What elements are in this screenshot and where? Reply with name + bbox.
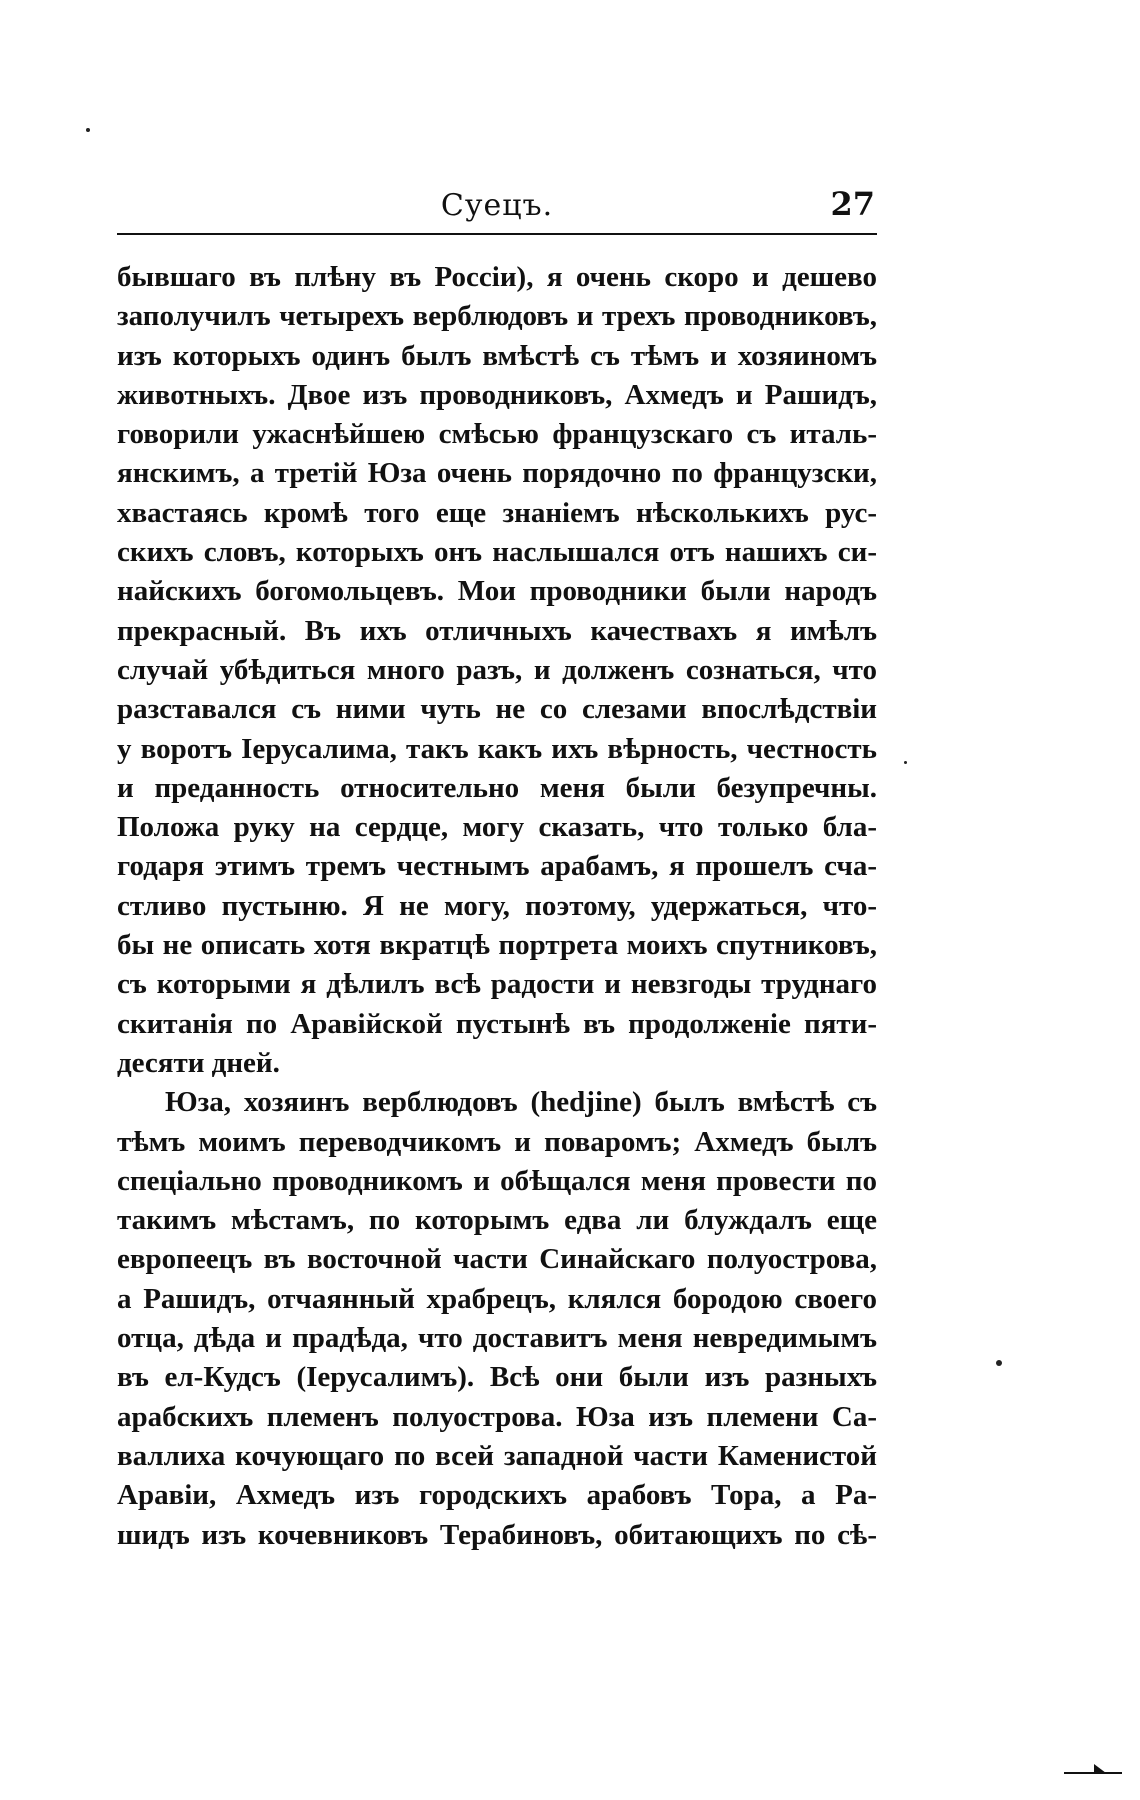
text-line: съ которыми я дѣлилъ всѣ радости и невзгоды труднаго — [117, 968, 877, 1001]
text-line: въ ел-Кудсъ (Іерусалимъ). Всѣ они были изъ разныхъ — [117, 1361, 877, 1394]
text-line: Положа руку на сердце, могу сказать, что только бла- — [117, 811, 877, 844]
text-line: тѣмъ моимъ переводчикомъ и поваромъ; Ахмедъ былъ — [117, 1125, 877, 1158]
paragraph-1 — [117, 258, 877, 1083]
text-line: янскимъ, а третій Юза очень порядочно по французски, — [117, 457, 877, 490]
text-line: Юза, хозяинъ верблюдовъ (hedjine) былъ вмѣстѣ съ — [165, 1086, 877, 1119]
text-line: такимъ мѣстамъ, по которымъ едва ли блуждалъ еще — [117, 1204, 877, 1237]
page-number: 27 — [830, 185, 875, 223]
text-line: бы не описать хотя вкратцѣ портрета моихъ спутниковъ, — [117, 929, 877, 962]
text-line: и преданность относительно меня были безупречны. — [117, 771, 877, 804]
text-line: говорили ужаснѣйшею смѣсью французскаго съ италь- — [117, 418, 877, 451]
text-line: скихъ словъ, которыхъ онъ наслышался отъ нашихъ си- — [117, 536, 877, 569]
text-line: найскихъ богомольцевъ. Мои проводники были народъ — [117, 575, 877, 608]
text-line: европеецъ въ восточной части Синайскаго полуострова, — [117, 1243, 877, 1276]
text-line: годаря этимъ тремъ честнымъ арабамъ, я прошелъ сча- — [117, 850, 877, 883]
text-line: Аравіи, Ахмедъ изъ городскихъ арабовъ Тора, а Ра- — [117, 1479, 877, 1512]
paragraph-2 — [117, 1083, 877, 1555]
header-rule — [117, 233, 877, 235]
text-line: арабскихъ племенъ полуострова. Юза изъ племени Са- — [117, 1400, 877, 1433]
paper-speck — [86, 128, 90, 132]
text-line: заполучилъ четырехъ верблюдовъ и трехъ проводниковъ, — [117, 300, 877, 333]
text-line: случай убѣдиться много разъ, и долженъ сознаться, что — [117, 653, 877, 686]
running-title: Суецъ. — [440, 188, 554, 223]
text-line: спеціально проводникомъ и обѣщался меня провести по — [117, 1164, 877, 1197]
text-line: десяти дней. — [117, 1046, 280, 1079]
body-text — [117, 258, 877, 1555]
text-line: животныхъ. Двое изъ проводниковъ, Ахмедъ и Рашидъ, — [117, 378, 877, 411]
text-line: изъ которыхъ одинъ былъ вмѣстѣ съ тѣмъ и хозяиномъ — [117, 339, 877, 372]
text-line: скитанія по Аравійской пустынѣ въ продолженіе пяти- — [117, 1007, 877, 1040]
text-line: хвастаясь кромѣ того еще знаніемъ нѣсколькихъ рус- — [117, 496, 877, 529]
text-line: прекрасный. Въ ихъ отличныхъ качествахъ я имѣлъ — [117, 614, 877, 647]
text-line: а Рашидъ, отчаянный храбрецъ, клялся бородою своего — [117, 1282, 877, 1315]
text-line: у воротъ Іерусалима, такъ какъ ихъ вѣрность, честность — [117, 732, 877, 765]
text-line: бывшаго въ плѣну въ Россіи), я очень скоро и дешево — [117, 261, 877, 293]
scan-corner-mark — [1064, 1764, 1124, 1776]
text-line: отца, дѣда и прадѣда, что доставитъ меня невредимымъ — [117, 1322, 877, 1355]
text-line: шидъ изъ кочевниковъ Терабиновъ, обитающихъ по сѣ- — [117, 1518, 877, 1551]
paper-speck — [904, 761, 907, 764]
paper-speck — [996, 1360, 1002, 1366]
page-header — [117, 186, 877, 236]
text-line: разставался съ ними чуть не со слезами впослѣдствіи — [117, 693, 877, 726]
text-line: стливо пустыню. Я не могу, поэтому, удержаться, что- — [117, 889, 877, 922]
text-line: валлиха кочующаго по всей западной части Каменистой — [117, 1439, 877, 1472]
